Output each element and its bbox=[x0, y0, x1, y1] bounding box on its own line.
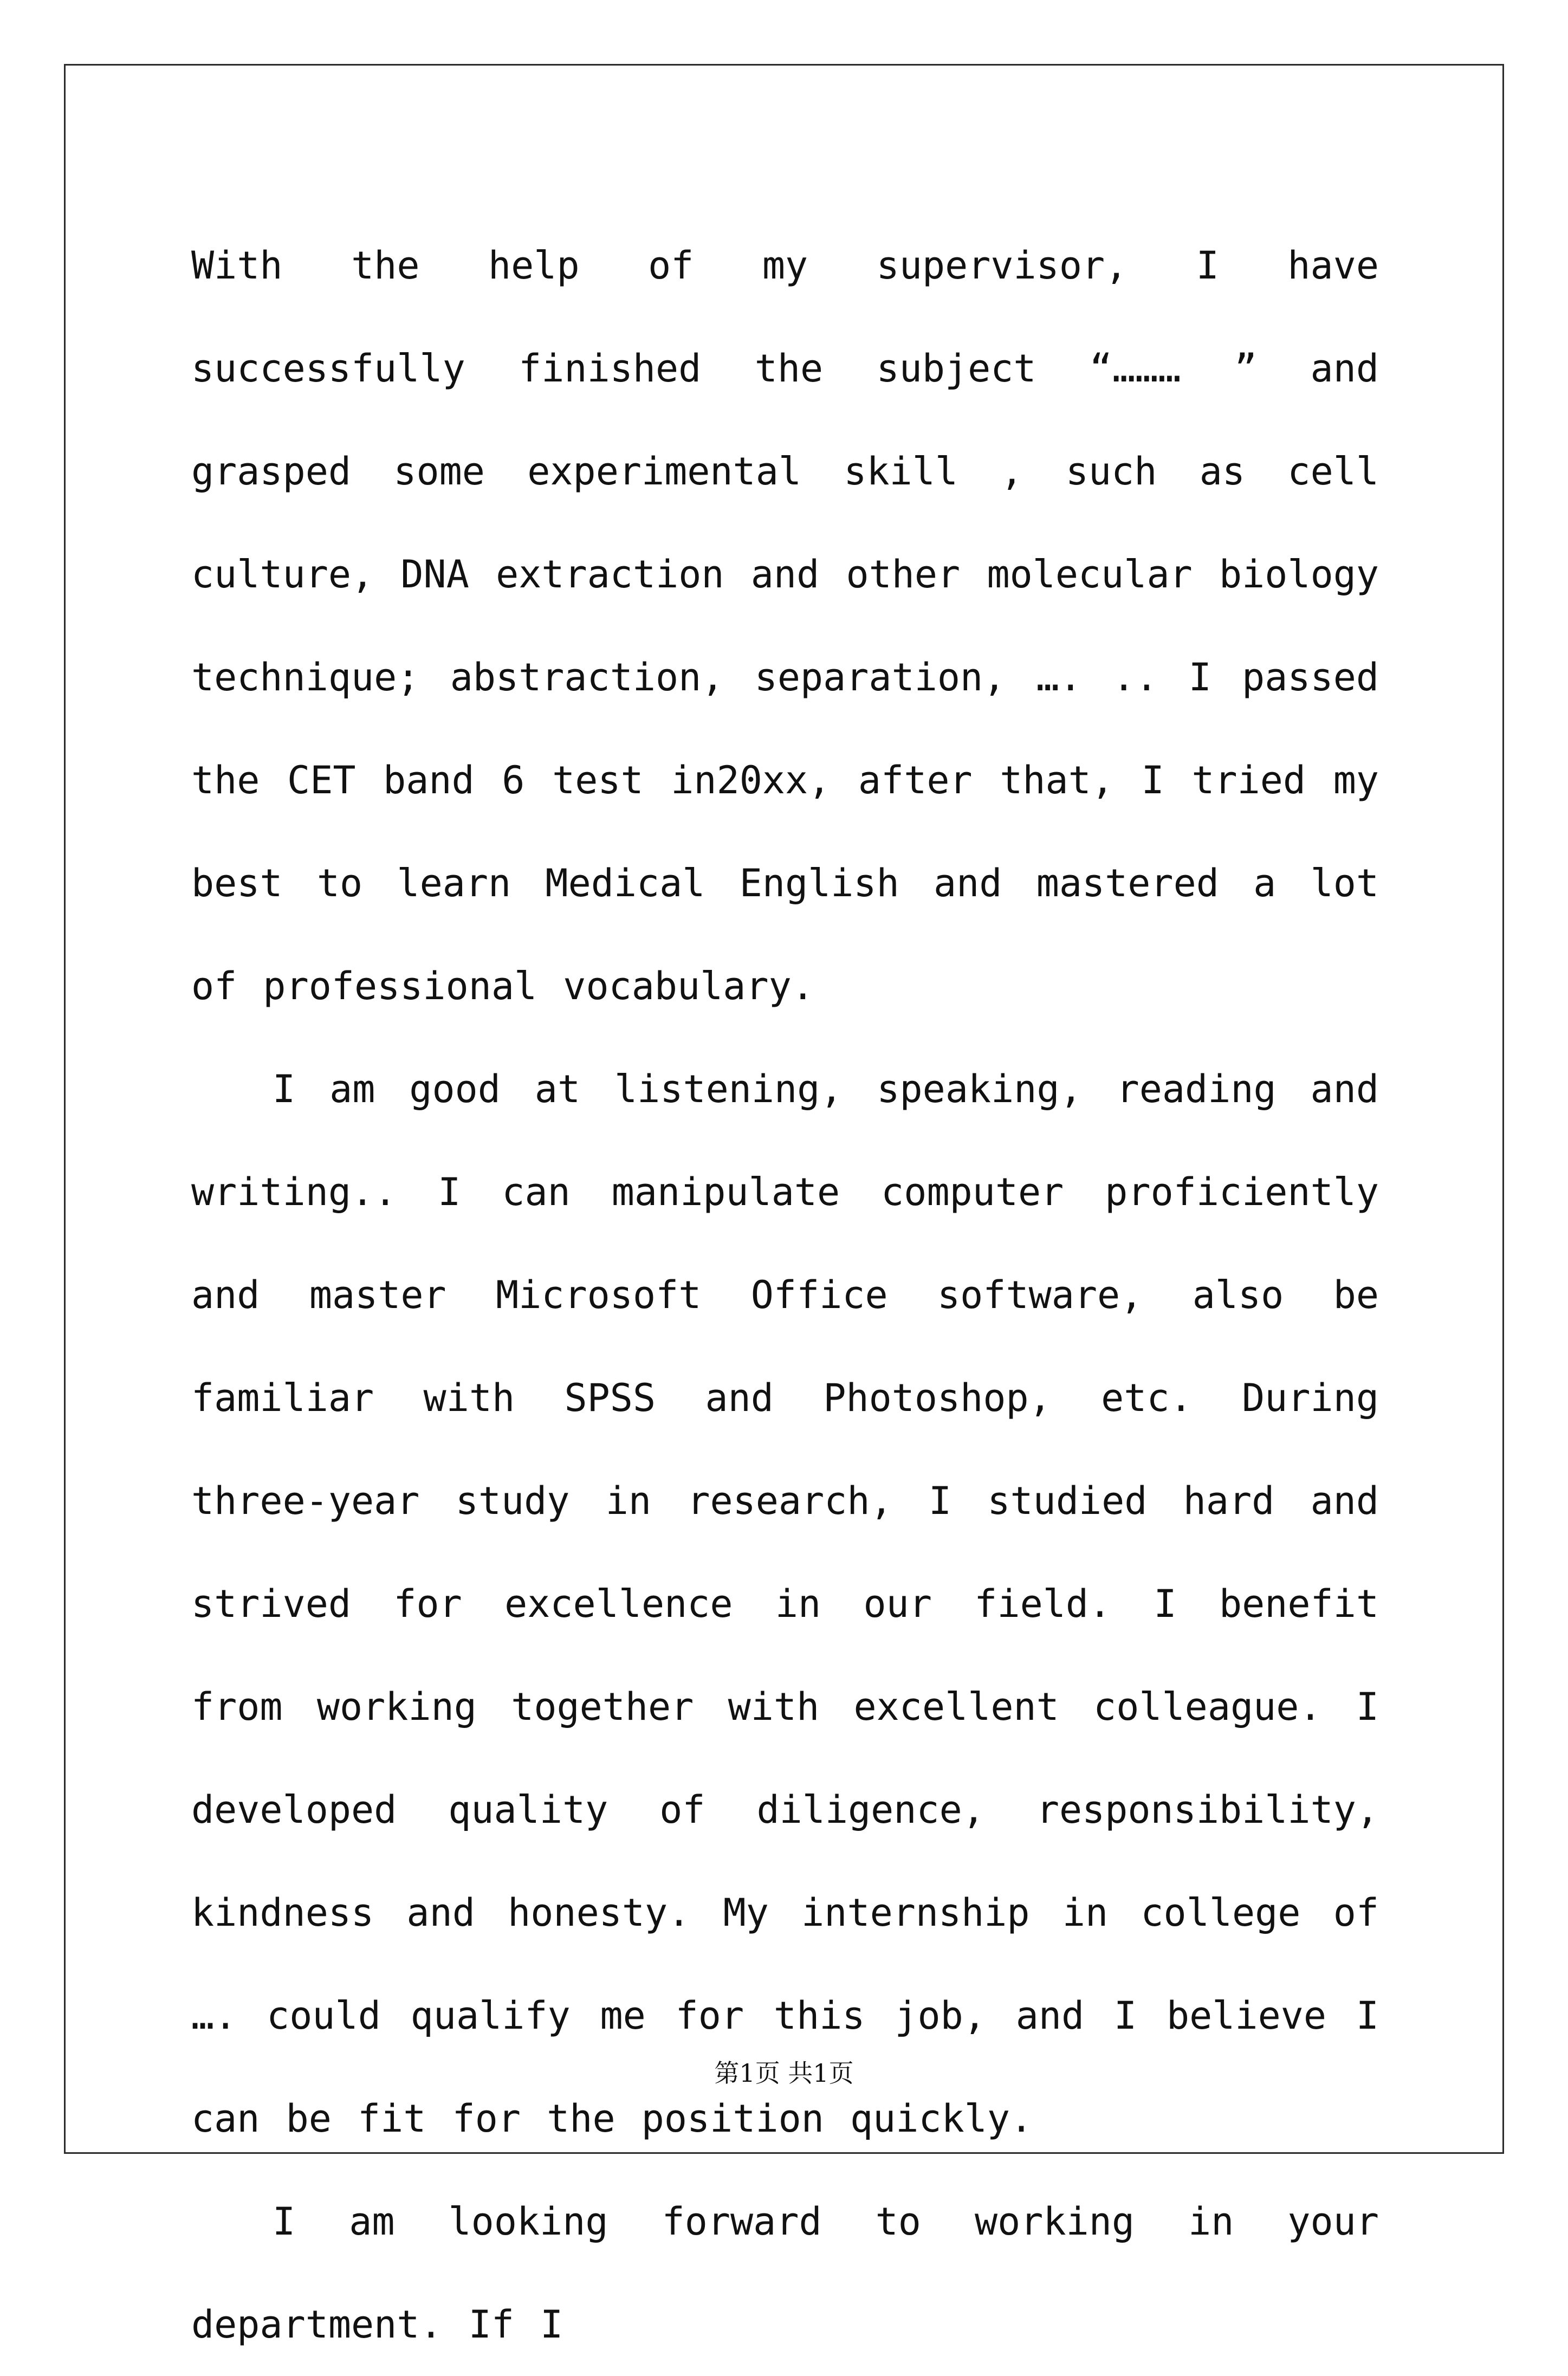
paragraph-1: With the help of my supervisor, I have successfully finished the subject “……… ” and grasped some experimental skill , such as cell culture, DNA extraction and other molecular biology technique; abstraction, separation, …. .. I passed the CET band 6 test in20xx, after that, I tried my best to learn Medical English and mastered a lot of professional vocabulary. bbox=[191, 243, 1379, 1008]
paragraph-2: I am good at listening, speaking, reading and writing.. I can manipulate computer proficiently and master Microsoft Office software, also be familiar with SPSS and Photoshop, etc. During three-year study in research, I studied hard and strived for excellence in our field. I benefit from working together with excellent colleague. I developed quality of diligence, responsibility, kindness and honesty. My internship in college of …. could qualify me for this job, and I believe I can be fit for the position quickly. bbox=[191, 1067, 1379, 2141]
paragraph-3: I am looking forward to working in your department. If I bbox=[191, 2199, 1379, 2347]
document-body bbox=[191, 214, 1379, 2376]
page-number-footer: 第1页 共1页 bbox=[714, 2058, 854, 2088]
